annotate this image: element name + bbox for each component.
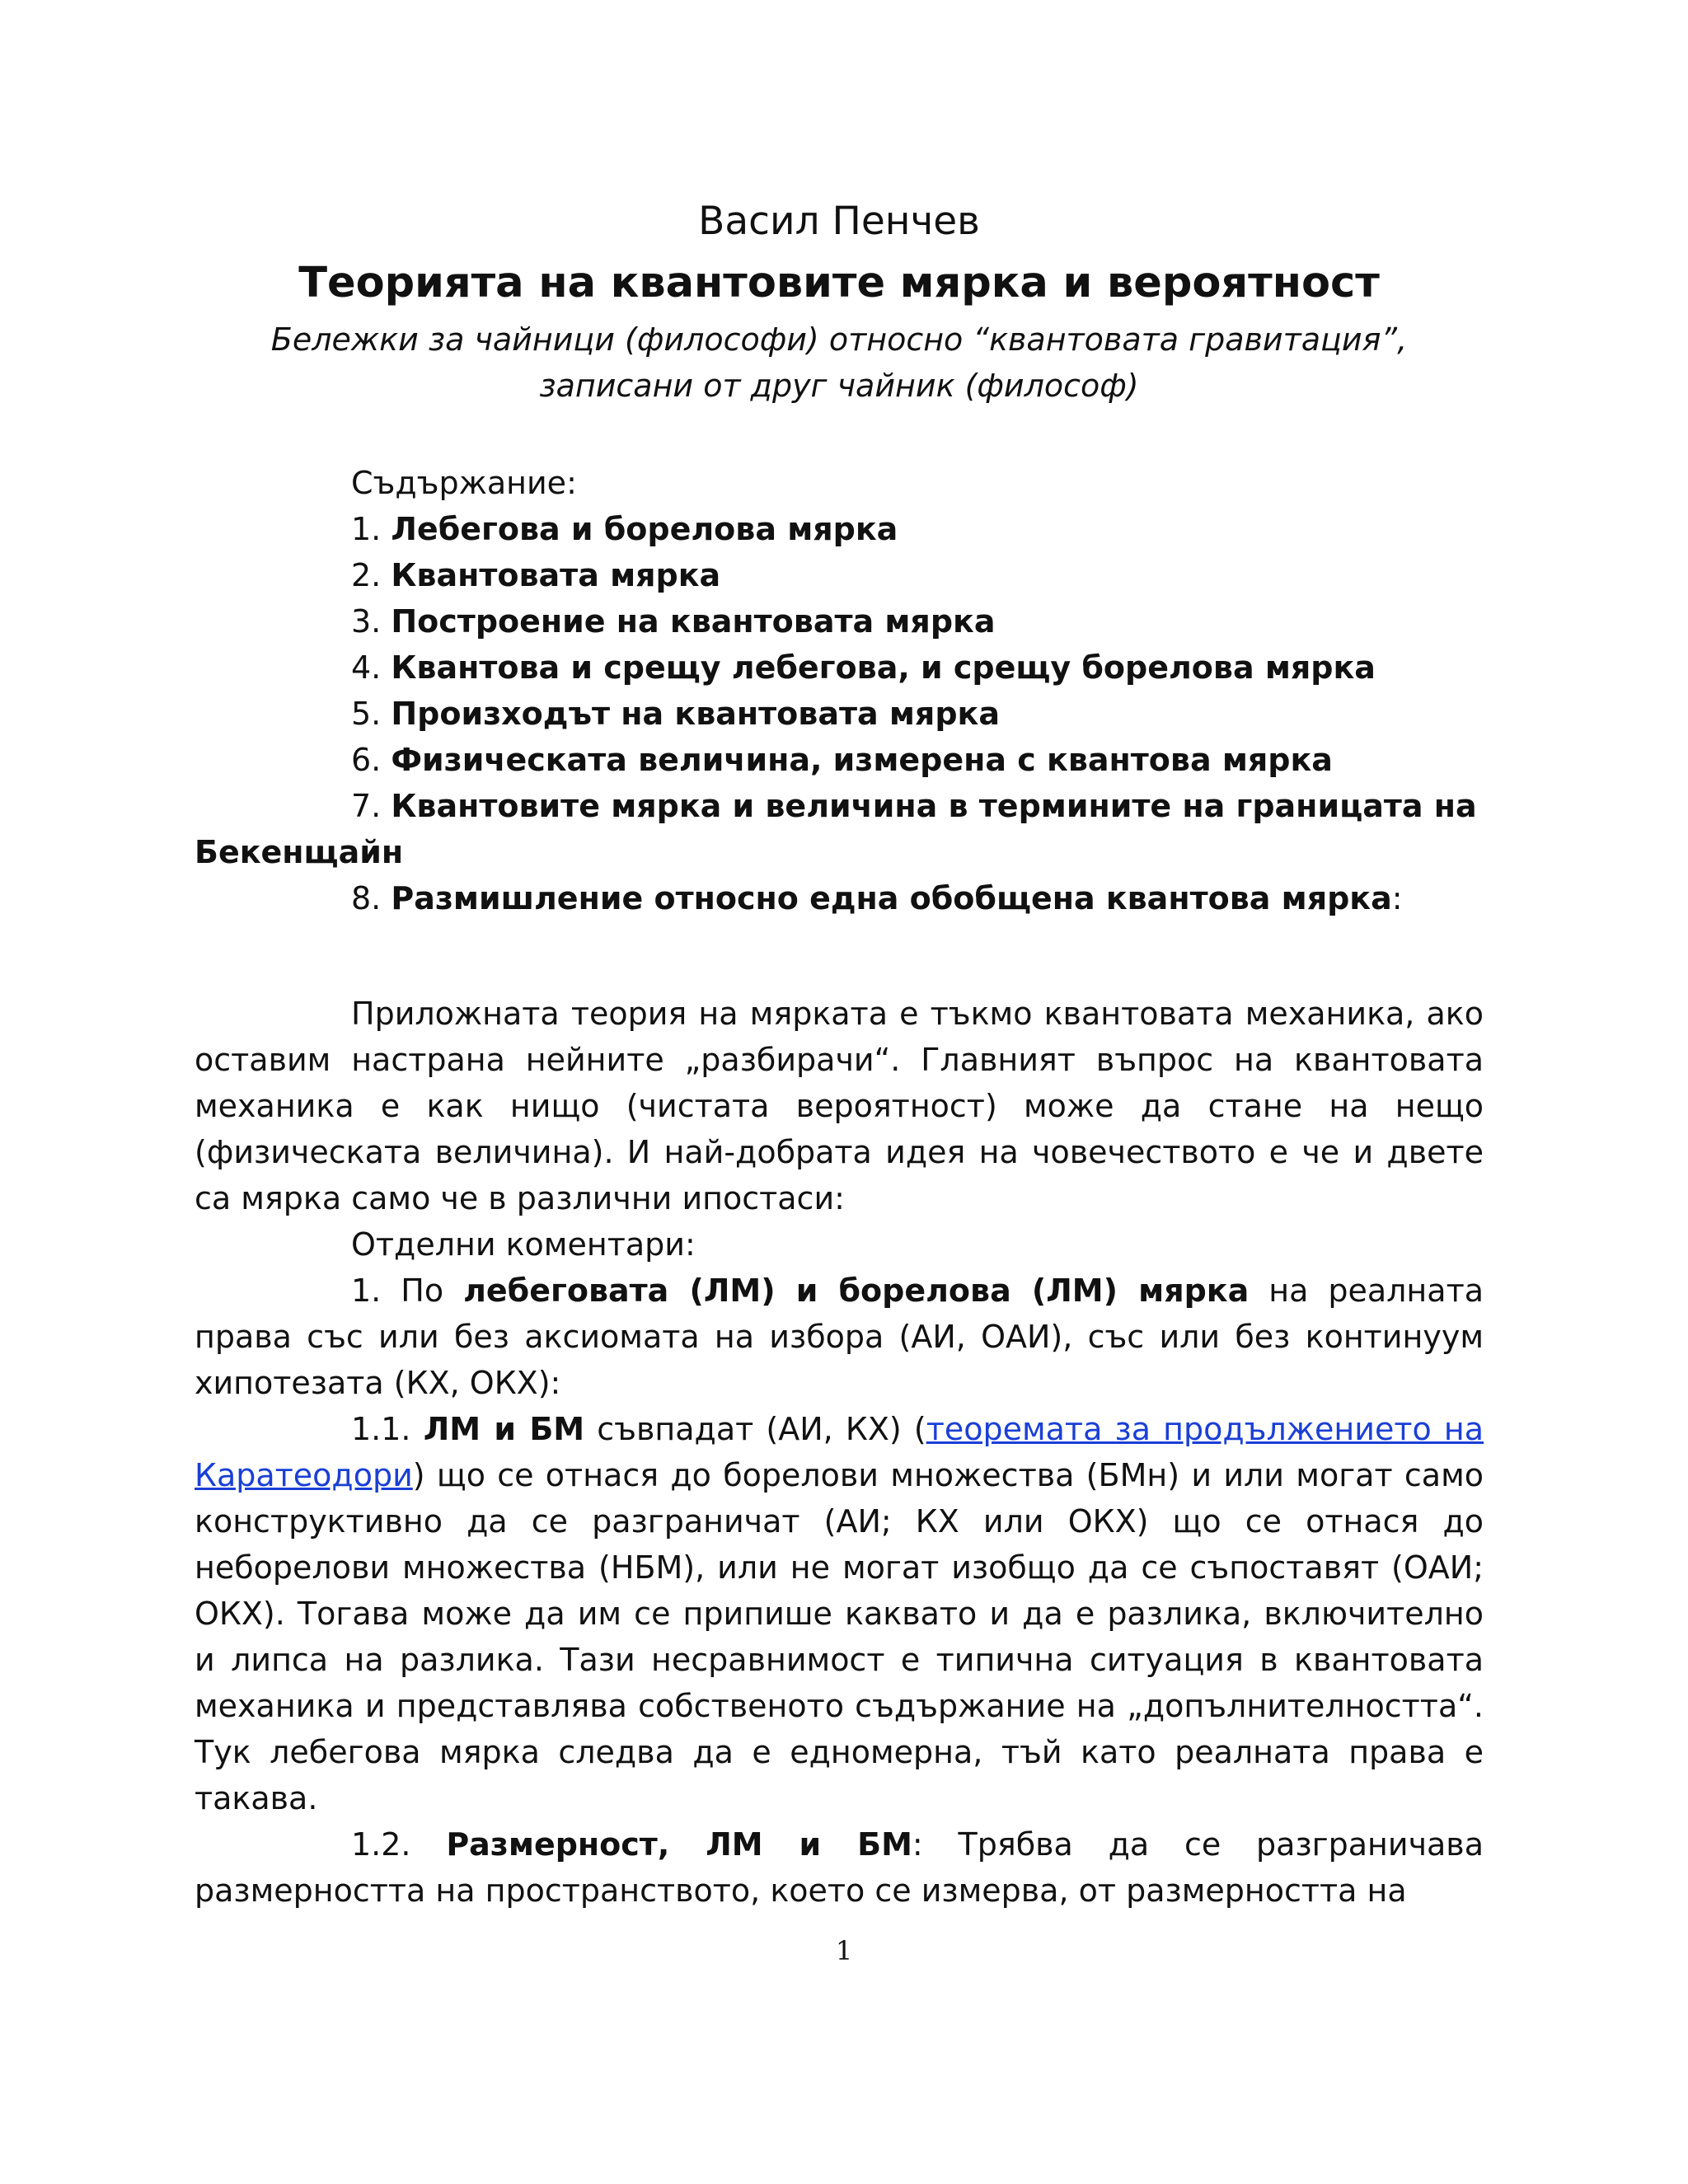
toc-item-text: Физическата величина, измерена с квантова мярка xyxy=(391,742,1333,778)
toc-item xyxy=(195,737,1484,783)
toc-item-text: Квантовата мярка xyxy=(391,557,721,593)
toc-item-text: Произходът на квантовата мярка xyxy=(391,696,1000,732)
comments-heading: Отделни коментари: xyxy=(351,1226,696,1263)
document-title: Теорията на квантовите мярка и вероятност xyxy=(298,259,1380,307)
paragraph-1-text: на реалната права със или без аксиомата на избора (АИ, ОАИ), със или без континуум хипотезата (КХ, ОКХ): xyxy=(195,1272,1484,1401)
paragraph-1-prefix: 1. По xyxy=(351,1272,464,1309)
paragraph-1-1-text-before-link: съвпадат (АИ, КХ) ( xyxy=(584,1411,926,1447)
toc-item-number: 5. xyxy=(351,696,382,732)
toc-item-suffix: : xyxy=(1391,880,1403,916)
toc-item xyxy=(195,598,1484,644)
toc-item-number: 4. xyxy=(351,649,382,686)
paragraph-1-1-term: ЛМ и БМ xyxy=(423,1411,585,1447)
toc-item-text: Лебегова и борелова мярка xyxy=(391,511,898,547)
table-of-contents xyxy=(195,460,1484,921)
paragraph-1-1-text-after-link: ) що се отнася до борелови множества (БМн) и или могат само конструктивно да се разграничат (АИ; КХ или ОКХ) що се отнася до неборелови множества (НБМ), или не могат изобщо да се съпоставят (ОАИ; ОКХ). Тогава може да им се припише каквато и да е разлика, включително и липса на разлика. Тази несравнимост е типична ситуация в квантовата механика и представлява собственото съдържание на „допълнителността“. Тук лебегова мярка следва да е едномерна, тъй като реалната права е такава. xyxy=(195,1457,1484,1816)
toc-item-number: 1. xyxy=(351,511,382,547)
page-number: 1 xyxy=(835,1935,853,1966)
toc-item-text: Построение на квантовата мярка xyxy=(391,603,996,640)
subtitle-line-1: Бележки за чайници (философи) относно “квантовата гравитация”, xyxy=(270,321,1408,358)
caratheodory-theorem-link[interactable]: теоремата за продължението на Каратеодори xyxy=(195,1411,1484,1493)
intro-paragraph: Приложната теория на мярката е тъкмо квантовата механика, ако оставим настрана нейните „разбирачи“. Главният въпрос на квантовата механика е как нищо (чистата вероятност) може да стане на нещо (физическата величина). И най-добрата идея на човечеството е че и двете са мярка само че в различни ипостаси: xyxy=(195,996,1484,1216)
toc-item-text: Квантовите мярка и величина в термините на границата на Бекенщайн xyxy=(195,788,1477,870)
paragraph-1-2-prefix: 1.2. xyxy=(351,1826,447,1863)
toc-item-text: Квантова и срещу лебегова, и срещу борелова мярка xyxy=(391,649,1376,686)
document-subtitle xyxy=(195,316,1484,409)
toc-item-number: 3. xyxy=(351,603,382,640)
paragraph-1 xyxy=(195,1268,1484,1406)
subtitle-line-2: записани от друг чайник (философ) xyxy=(539,368,1139,404)
toc-item xyxy=(195,875,1484,921)
toc-item xyxy=(195,506,1484,552)
toc-item-number: 8. xyxy=(351,880,382,916)
toc-item-number: 6. xyxy=(351,742,382,778)
toc-item xyxy=(195,552,1484,598)
toc-item-number: 2. xyxy=(351,557,382,593)
paragraph-1-term: лебеговата (ЛМ) и борелова (ЛМ) мярка xyxy=(463,1272,1250,1309)
paragraph-1-2-term: Размерност, ЛМ и БМ xyxy=(446,1826,912,1863)
toc-heading: Съдържание: xyxy=(351,465,577,501)
paragraph-1-2 xyxy=(195,1821,1484,1914)
section-spacer xyxy=(195,921,1484,991)
body-text xyxy=(195,991,1484,1914)
page-content xyxy=(195,186,1484,1914)
paragraph-1-1 xyxy=(195,1406,1484,1821)
author-name: Васил Пенчев xyxy=(698,199,980,244)
toc-item-number: 7. xyxy=(351,788,382,824)
paragraph-1-2-text: : Трябва да се разграничава размерността на пространството, което се измерва, от размерността на xyxy=(195,1826,1484,1909)
toc-item xyxy=(195,644,1484,691)
toc-item xyxy=(195,783,1484,875)
toc-item-text: Размишление относно една обобщена квантова мярка xyxy=(391,880,1392,916)
toc-item xyxy=(195,691,1484,737)
paragraph-1-1-prefix: 1.1. xyxy=(351,1411,424,1447)
